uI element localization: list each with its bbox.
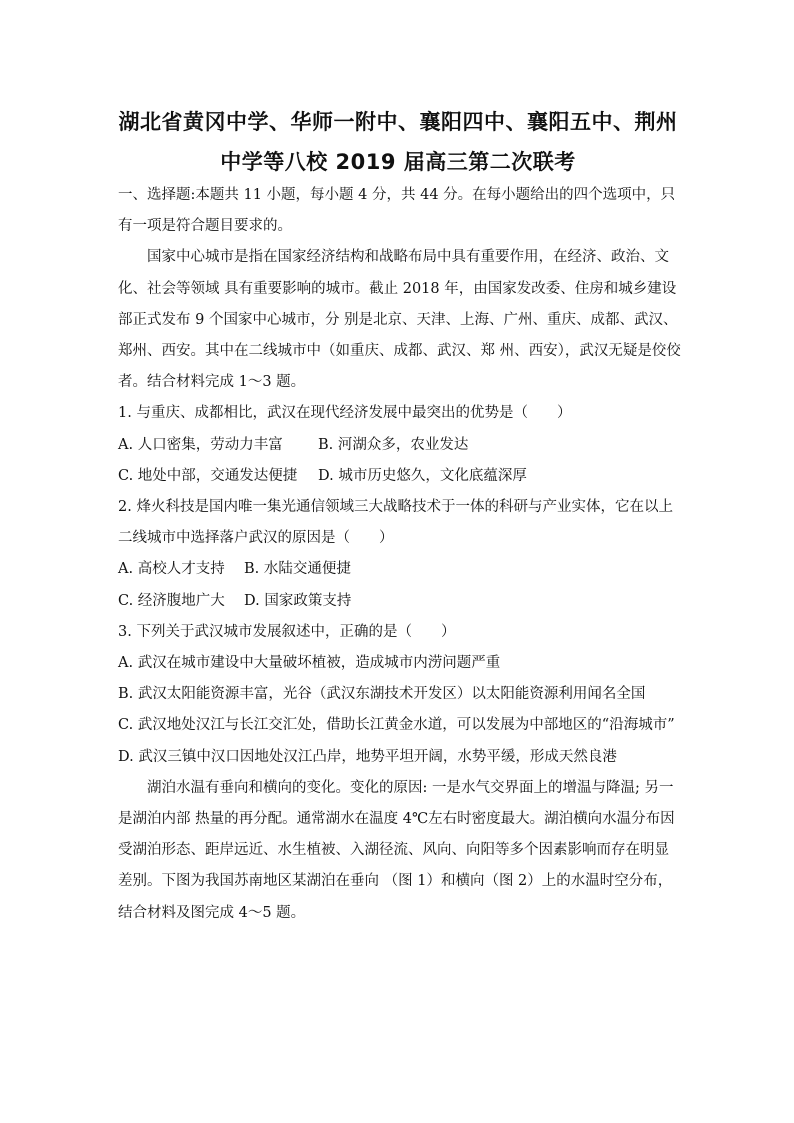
question-2-option-d[interactable]: D. 国家政策支持 bbox=[244, 592, 352, 609]
passage-1: 国家中心城市是指在国家经济结构和战略布局中具有重要作用，在经济、政治、文化、社会等领域 具有重要影响的城市。截止 2018 年，由国家发改委、住房和城乡建设部正式发布 9 个国家中心城市，分 别是北京、天津、上海、广州、重庆、成都、武汉、郑州、西安。其中在二线城市中（如重庆、成都、武汉、郑 州、西安），武汉无疑是佼佼者。结合材料完成 1～3 题。 bbox=[118, 249, 681, 391]
question-2-option-a[interactable]: A. 高校人才支持 bbox=[118, 561, 225, 578]
question-3-option-d[interactable]: D. 武汉三镇中汉口因地处汉江凸岸，地势平坦开阔，水势平缓，形成天然良港 bbox=[118, 748, 617, 765]
question-2-options-row-2 bbox=[118, 586, 683, 617]
question-1-option-b[interactable]: B. 河湖众多，农业发达 bbox=[318, 436, 469, 453]
question-1-options-row-2 bbox=[118, 461, 683, 492]
question-3-option-c[interactable]: C. 武汉地处汉江与长江交汇处，借助长江黄金水道，可以发展为中部地区的“沿海城市” bbox=[118, 717, 675, 734]
document-title-line-1: 湖北省黄冈中学、华师一附中、襄阳四中、襄阳五中、荆州 bbox=[118, 110, 678, 134]
question-3-option-a[interactable]: A. 武汉在城市建设中大量破坏植被，造成城市内涝问题严重 bbox=[118, 655, 501, 672]
question-2-option-b[interactable]: B. 水陆交通便捷 bbox=[244, 561, 351, 578]
question-1-option-c[interactable]: C. 地处中部，交通发达便捷 bbox=[118, 467, 298, 484]
passage-2: 湖泊水温有垂向和横向的变化。变化的原因: 一是水气交界面上的增温与降温; 另一是湖泊内部 热量的再分配。通常湖水在温度 4℃左右时密度最大。湖泊横向水温分布因受湖泊形态、距岸远近、水生植被、入湖径流、风向、向阳等多个因素影响而存在明显差别。下图为我国苏南地区某湖泊在垂向 （图 1）和横向（图 2）上的水温时空分布，结合材料及图完成 4～5 题。 bbox=[118, 779, 675, 921]
question-1-option-d[interactable]: D. 城市历史悠久，文化底蕴深厚 bbox=[318, 467, 527, 484]
question-1-stem: 1. 与重庆、成都相比，武汉在现代经济发展中最突出的优势是（ ） bbox=[118, 405, 572, 422]
section-header: 一、选择题:本题共 11 小题，每小题 4 分，共 44 分。在每小题给出的四个选项中，只有一项是符合题目要求的。 bbox=[118, 187, 676, 235]
question-2-stem: 2. 烽火科技是国内唯一集光通信领域三大战略技术于一体的科研与产业实体，它在以上二线城市中选择落户武汉的原因是（ ） bbox=[118, 499, 673, 547]
question-1-option-a[interactable]: A. 人口密集，劳动力丰富 bbox=[118, 436, 283, 453]
question-2-options-row-1 bbox=[118, 554, 683, 585]
question-2-option-c[interactable]: C. 经济腹地广大 bbox=[118, 592, 225, 609]
document-title-line-2: 中学等八校 2019 届高三第二次联考 bbox=[220, 150, 576, 174]
question-3-stem: 3. 下列关于武汉城市发展叙述中，正确的是（ ） bbox=[118, 623, 456, 640]
document-body bbox=[118, 180, 683, 929]
question-1-options-row-1 bbox=[118, 430, 683, 461]
question-3-option-b[interactable]: B. 武汉太阳能资源丰富，光谷（武汉东湖技术开发区）以太阳能资源利用闻名全国 bbox=[118, 686, 646, 703]
